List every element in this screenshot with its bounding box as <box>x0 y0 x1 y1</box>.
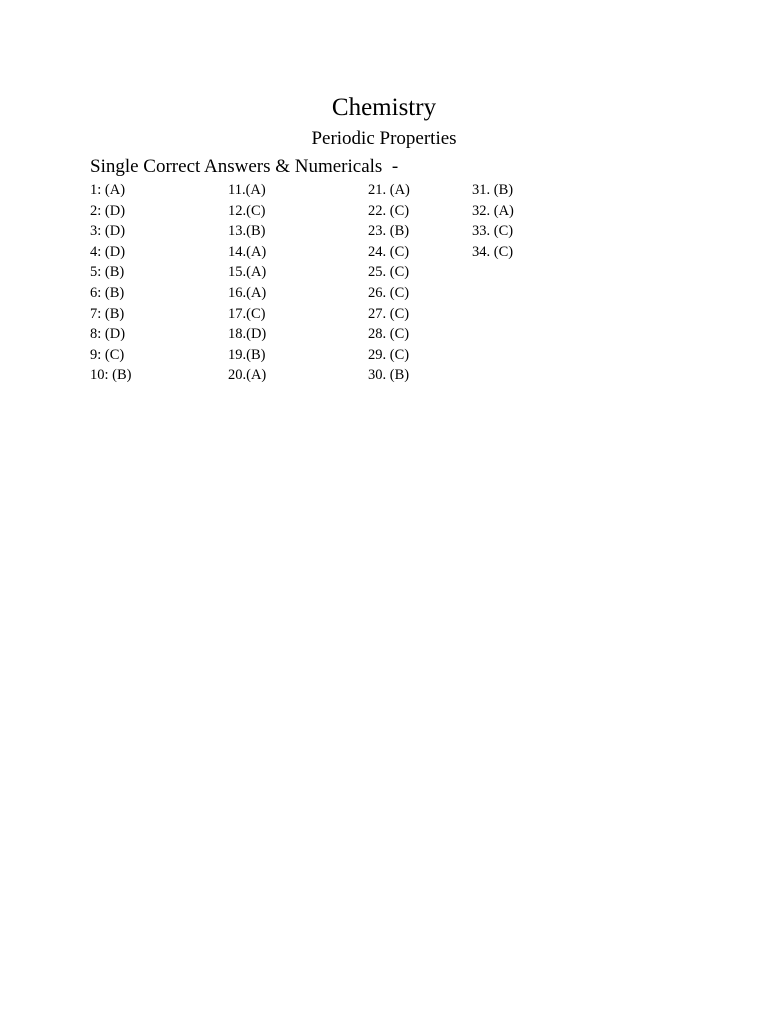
answer-item: 20.(A) <box>228 367 267 384</box>
answer-item: 7: (B) <box>90 305 125 322</box>
answer-item: 10: (B) <box>90 367 132 384</box>
answer-item: 31. (B) <box>472 182 514 198</box>
answer-item: 33. (C) <box>472 223 514 240</box>
answer-item: 22. (C) <box>368 202 410 219</box>
answer-item: 28. (C) <box>368 326 410 343</box>
answer-item: 29. (C) <box>368 346 410 363</box>
page-subtitle: Periodic Properties <box>311 128 457 149</box>
page-title: Chemistry <box>331 94 437 121</box>
answer-item: 30. (B) <box>368 367 410 384</box>
answer-item: 8: (D) <box>90 326 126 343</box>
section-heading: Single Correct Answers & Numericals - <box>90 156 399 177</box>
answer-item: 14.(A) <box>228 243 267 260</box>
answer-item: 25. (C) <box>368 264 410 281</box>
answer-column-1 <box>90 180 131 386</box>
answer-item: 26. (C) <box>368 284 410 301</box>
answer-item: 15.(A) <box>228 264 267 281</box>
answer-item: 18.(D) <box>228 326 267 343</box>
answer-item: 1: (A) <box>90 182 126 198</box>
answer-item: 17.(C) <box>228 305 266 322</box>
answer-item: 16.(A) <box>228 284 267 301</box>
answer-item: 12.(C) <box>228 202 266 219</box>
answer-column-2 <box>228 180 266 386</box>
answer-item: 27. (C) <box>368 305 410 322</box>
answer-item: 11.(A) <box>228 182 266 198</box>
answer-item: 23. (B) <box>368 223 410 240</box>
answer-item: 19.(B) <box>228 346 266 363</box>
answer-column-4 <box>472 180 514 262</box>
answer-item: 6: (B) <box>90 284 125 301</box>
answer-item: 34. (C) <box>472 243 514 260</box>
answer-item: 32. (A) <box>472 202 514 219</box>
answer-item: 3: (D) <box>90 223 126 240</box>
answer-item: 9: (C) <box>90 346 125 363</box>
answer-item: 13.(B) <box>228 223 266 240</box>
answer-item: 4: (D) <box>90 243 126 260</box>
answer-item: 5: (B) <box>90 264 125 281</box>
answer-item: 2: (D) <box>90 202 126 219</box>
answer-item: 24. (C) <box>368 243 410 260</box>
answer-item: 21. (A) <box>368 182 410 198</box>
answer-column-3 <box>368 180 410 386</box>
